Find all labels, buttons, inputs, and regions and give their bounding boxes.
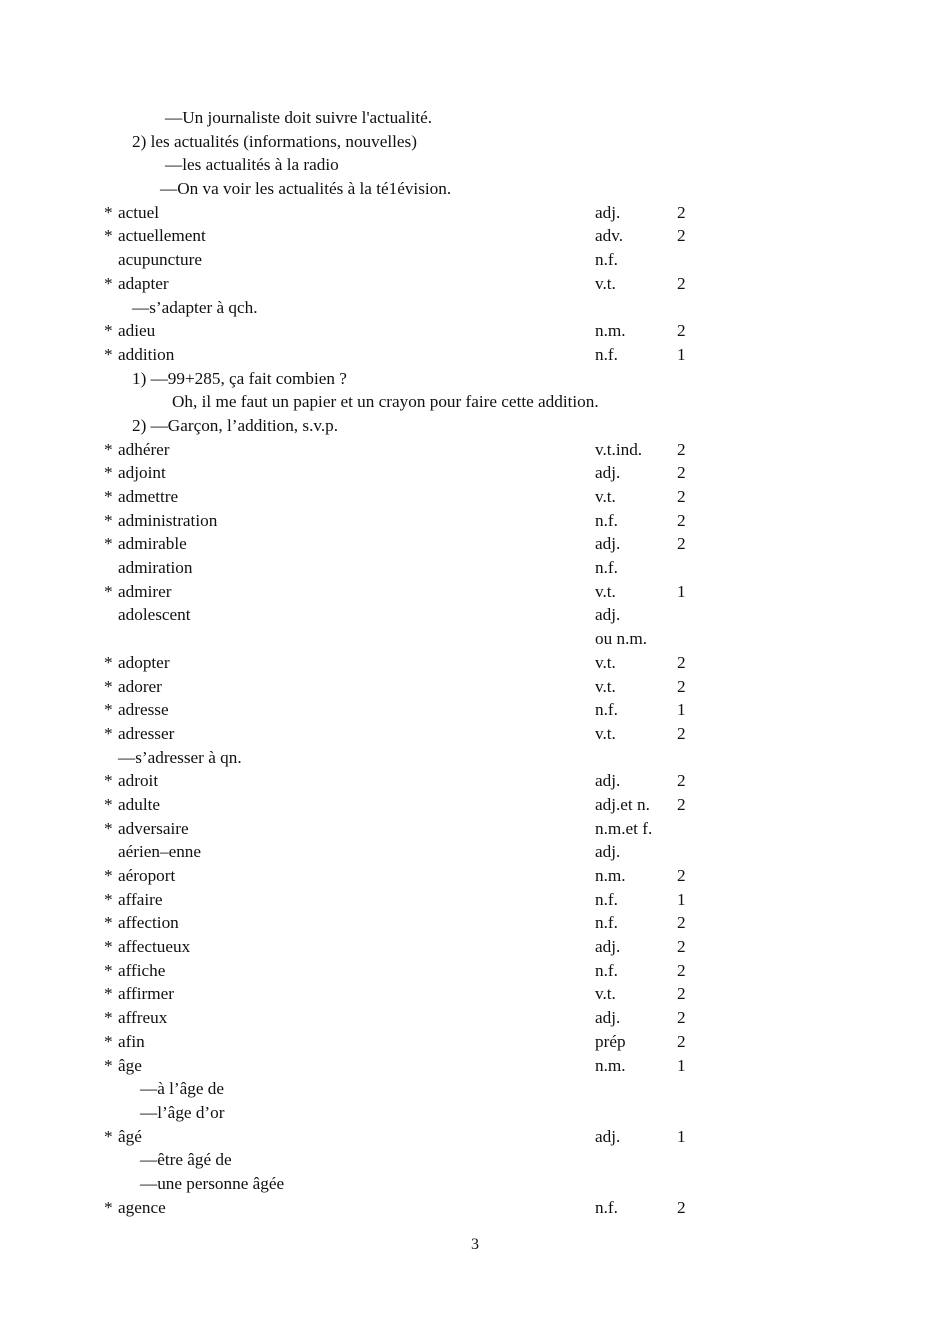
entry-level: 2: [677, 1197, 686, 1217]
entry-star-marker: *: [104, 534, 113, 554]
entry-word: actuel: [118, 202, 160, 222]
dictionary-entry: [0, 982, 950, 1006]
entry-part-of-speech: n.m.et f.: [595, 818, 653, 838]
entry-word: adjoint: [118, 463, 166, 483]
example-line: [0, 130, 950, 154]
dictionary-entry: [0, 840, 950, 864]
entry-word: afin: [118, 1031, 145, 1051]
entry-star-marker: *: [104, 226, 113, 246]
example-text: —l’âge d’or: [140, 1102, 225, 1122]
entry-star-marker: *: [104, 866, 113, 885]
entry-part-of-speech: v.t.: [595, 984, 616, 1004]
entry-level: 2: [677, 984, 686, 1004]
dictionary-entry: [0, 722, 950, 746]
example-line: [0, 153, 950, 177]
entry-star-marker: *: [104, 463, 113, 483]
entry-level: 1: [677, 581, 686, 601]
entry-part-of-speech: v.t.: [595, 273, 616, 293]
entry-level: 1: [677, 1055, 686, 1075]
entry-word: affreux: [118, 1008, 168, 1028]
entry-word: adolescent: [118, 605, 191, 625]
entry-level: 2: [677, 794, 686, 814]
entry-word: affiche: [118, 960, 166, 980]
entry-part-of-speech: adj.: [595, 534, 621, 554]
entry-star-marker: *: [104, 960, 113, 980]
dictionary-entry: [0, 438, 950, 462]
dictionary-entry: [0, 959, 950, 983]
dictionary-entry: [0, 935, 950, 959]
entry-level: 1: [677, 889, 686, 909]
entry-part-of-speech: adj.: [595, 937, 621, 957]
example-line: [0, 1172, 950, 1196]
entry-word: adulte: [118, 794, 160, 814]
dictionary-entry: [0, 1006, 950, 1030]
entry-part-of-speech: v.t.: [595, 723, 616, 743]
dictionary-entry: [0, 1054, 950, 1078]
entry-level: 2: [677, 960, 686, 980]
entry-word: affirmer: [118, 984, 174, 1004]
entry-part-of-speech: adj.: [595, 605, 621, 625]
dictionary-entry: [0, 1030, 950, 1054]
entry-part-of-speech: adj.: [595, 771, 621, 791]
entry-part-of-speech: n.f.: [595, 510, 618, 530]
entry-part-of-speech: n.f.: [595, 1197, 618, 1217]
dictionary-entry: [0, 627, 950, 651]
entry-star-marker: *: [104, 1126, 113, 1146]
dictionary-entry: [0, 224, 950, 248]
entry-star-marker: *: [104, 273, 113, 293]
entry-star-marker: *: [104, 700, 113, 720]
entry-star-marker: *: [104, 344, 113, 364]
example-line: [0, 414, 950, 438]
entry-level: 2: [677, 510, 686, 530]
dictionary-entry: [0, 248, 950, 272]
dictionary-entry: [0, 911, 950, 935]
entry-star-marker: *: [104, 202, 113, 222]
entry-level: 2: [677, 439, 686, 459]
entry-level: 2: [677, 534, 686, 554]
entry-level: 2: [677, 487, 686, 506]
dictionary-entry: [0, 817, 950, 841]
entry-word: adapter: [118, 273, 169, 293]
dictionary-entry: [0, 532, 950, 556]
entry-part-of-speech: v.t.: [595, 652, 616, 672]
entry-level: 2: [677, 723, 686, 743]
entry-star-marker: *: [104, 1031, 113, 1051]
entry-star-marker: *: [104, 1197, 113, 1217]
entry-star-marker: *: [104, 937, 113, 957]
entry-star-marker: *: [104, 913, 113, 933]
entry-level: 2: [677, 937, 686, 957]
example-text: Oh, il me faut un papier et un crayon pour faire cette addition.: [172, 392, 599, 412]
entry-part-of-speech: prép: [595, 1031, 626, 1051]
example-line: [0, 367, 950, 391]
entry-star-marker: *: [104, 771, 113, 791]
example-text: —s’adapter à qch.: [132, 297, 258, 317]
example-text: —les actualités à la radio: [165, 155, 339, 175]
dictionary-entry: [0, 509, 950, 533]
example-line: [0, 106, 950, 130]
entry-part-of-speech: ou n.m.: [595, 629, 648, 649]
entry-part-of-speech: adv.: [595, 226, 623, 246]
example-text: 1) —99+285, ça fait combien ?: [132, 368, 347, 388]
example-text: —Un journaliste doit suivre l'actualité.: [165, 108, 433, 127]
entry-level: 2: [677, 676, 686, 696]
entry-level: 2: [677, 202, 686, 222]
entry-level: 2: [677, 866, 686, 885]
entry-star-marker: *: [104, 889, 113, 909]
dictionary-entry: [0, 888, 950, 912]
entry-word: adresser: [118, 723, 175, 743]
dictionary-entry: [0, 580, 950, 604]
dictionary-entry: [0, 272, 950, 296]
entry-star-marker: *: [104, 487, 113, 506]
example-text: —une personne âgée: [140, 1173, 285, 1193]
entry-part-of-speech: v.t.ind.: [595, 439, 643, 459]
entry-word: admirable: [118, 534, 187, 554]
entry-part-of-speech: adj.: [595, 463, 621, 483]
entry-level: 1: [677, 344, 686, 364]
example-line: [0, 296, 950, 320]
entry-word: adopter: [118, 652, 170, 672]
entry-word: admettre: [118, 487, 179, 506]
entry-level: 2: [677, 463, 686, 483]
entry-level: 2: [677, 1008, 686, 1028]
entry-part-of-speech: adj.: [595, 1126, 621, 1146]
entry-star-marker: *: [104, 439, 113, 459]
entry-word: actuellement: [118, 226, 206, 246]
entry-star-marker: *: [104, 723, 113, 743]
entry-part-of-speech: n.f.: [595, 700, 618, 720]
entry-word: acupuncture: [118, 250, 202, 270]
entry-word: âgé: [118, 1126, 142, 1146]
dictionary-entry: [0, 485, 950, 509]
example-text: —s’adresser à qn.: [118, 747, 242, 767]
entry-word: admiration: [118, 558, 193, 578]
entry-part-of-speech: n.m.: [595, 1055, 626, 1075]
dictionary-entry: [0, 698, 950, 722]
dictionary-entry: [0, 461, 950, 485]
example-line: [0, 1101, 950, 1125]
entry-level: 2: [677, 913, 686, 933]
entry-star-marker: *: [104, 1055, 113, 1075]
entry-word: affaire: [118, 889, 163, 909]
entry-level: 2: [677, 652, 686, 672]
entry-word: agence: [118, 1197, 166, 1217]
entry-part-of-speech: n.f.: [595, 558, 618, 578]
example-line: [0, 177, 950, 201]
dictionary-entry: [0, 651, 950, 675]
entry-word: adroit: [118, 771, 159, 791]
entry-word: adhérer: [118, 439, 170, 459]
entry-part-of-speech: n.f.: [595, 913, 618, 933]
entry-star-marker: *: [104, 1008, 113, 1028]
dictionary-entry: [0, 864, 950, 888]
entry-part-of-speech: n.f.: [595, 250, 618, 270]
entry-star-marker: *: [104, 510, 113, 530]
entry-star-marker: *: [104, 581, 113, 601]
example-text: —à l’âge de: [140, 1079, 224, 1099]
entry-level: 1: [677, 700, 686, 720]
dictionary-entry: [0, 675, 950, 699]
example-text: 2) —Garçon, l’addition, s.v.p.: [132, 415, 339, 435]
entry-word: adieu: [118, 321, 156, 341]
example-line: [0, 1077, 950, 1101]
entry-part-of-speech: v.t.: [595, 676, 616, 696]
entry-word: affection: [118, 913, 179, 933]
dictionary-entry: [0, 603, 950, 627]
entry-level: 2: [677, 321, 686, 341]
entry-level: 2: [677, 226, 686, 246]
entry-part-of-speech: n.f.: [595, 344, 618, 364]
entry-star-marker: *: [104, 676, 113, 696]
entry-level: 2: [677, 771, 686, 791]
entry-star-marker: *: [104, 794, 113, 814]
dictionary-entry: [0, 1125, 950, 1149]
entry-part-of-speech: adj.et n.: [595, 794, 650, 814]
dictionary-entry: [0, 793, 950, 817]
entry-level: 1: [677, 1126, 686, 1146]
example-line: [0, 390, 950, 414]
entry-star-marker: *: [104, 984, 113, 1004]
dictionary-entries: [0, 106, 950, 1219]
entry-part-of-speech: v.t.: [595, 581, 616, 601]
entry-word: aéroport: [118, 866, 176, 885]
entry-word: addition: [118, 344, 175, 364]
example-line: [0, 1148, 950, 1172]
entry-part-of-speech: n.m.: [595, 866, 626, 885]
page-number: 3: [471, 1236, 479, 1253]
entry-part-of-speech: v.t.: [595, 487, 616, 506]
entry-word: adversaire: [118, 818, 189, 838]
entry-part-of-speech: adj.: [595, 842, 621, 862]
entry-part-of-speech: n.m.: [595, 321, 626, 341]
dictionary-entry: [0, 769, 950, 793]
entry-star-marker: *: [104, 818, 113, 838]
entry-level: 2: [677, 1031, 686, 1051]
entry-part-of-speech: adj.: [595, 202, 621, 222]
example-line: [0, 746, 950, 770]
dictionary-entry: [0, 343, 950, 367]
entry-part-of-speech: n.f.: [595, 889, 618, 909]
entry-word: adorer: [118, 676, 162, 696]
dictionary-entry: [0, 201, 950, 225]
example-text: —On va voir les actualités à la té1évision.: [160, 179, 452, 199]
example-text: 2) les actualités (informations, nouvelles): [132, 131, 417, 151]
entry-level: 2: [677, 273, 686, 293]
entry-word: admirer: [118, 581, 172, 601]
entry-part-of-speech: adj.: [595, 1008, 621, 1028]
example-text: —être âgé de: [140, 1150, 232, 1170]
entry-word: âge: [118, 1055, 142, 1075]
dictionary-entry: [0, 319, 950, 343]
dictionary-entry: [0, 1196, 950, 1220]
entry-word: affectueux: [118, 937, 191, 957]
entry-word: aérien–enne: [118, 842, 202, 862]
entry-star-marker: *: [104, 652, 113, 672]
dictionary-entry: [0, 556, 950, 580]
entry-word: administration: [118, 510, 218, 530]
entry-part-of-speech: n.f.: [595, 960, 618, 980]
entry-word: adresse: [118, 700, 169, 720]
entry-star-marker: *: [104, 321, 113, 341]
